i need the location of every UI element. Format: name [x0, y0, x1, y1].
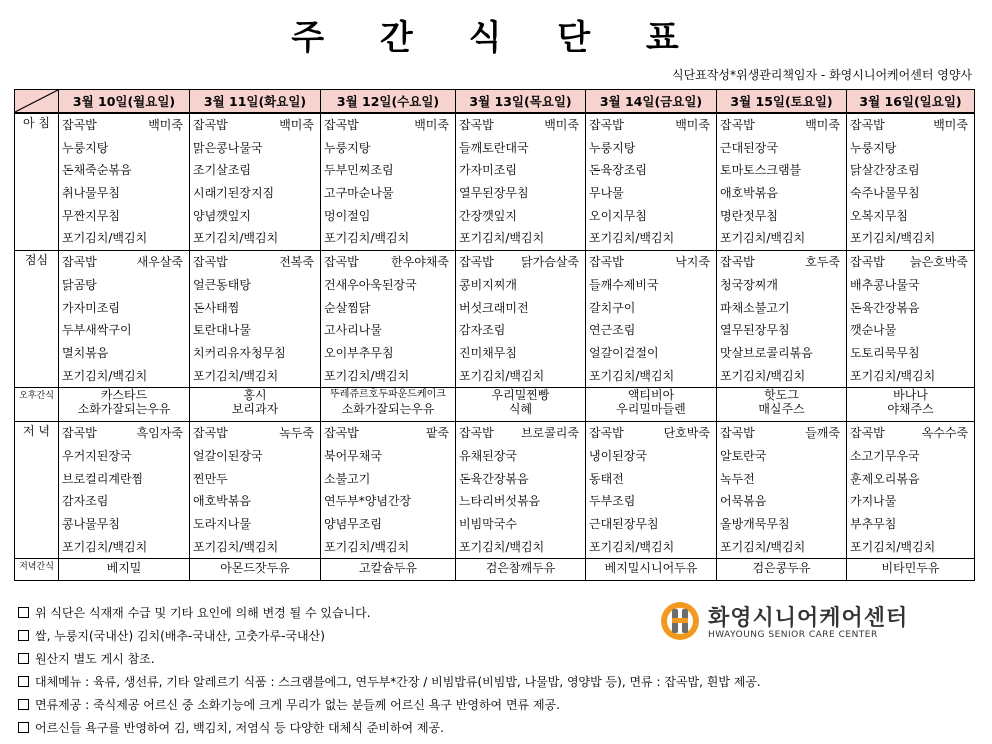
menu-item: 올방개묵무침 — [720, 517, 790, 531]
menu-item — [456, 422, 585, 445]
menu-item: 감자조림 — [62, 494, 109, 509]
menu-item: 돈사태찜 — [193, 300, 240, 315]
menu-item — [586, 251, 716, 274]
afternoon-snack-cell — [59, 388, 190, 422]
evening-snack-cell: 고칼슘두유 — [321, 559, 456, 581]
menu-item: 근대된장무침 — [589, 517, 659, 531]
afternoon-snack-cell — [717, 388, 847, 422]
menu-item — [456, 251, 585, 274]
checkbox-square-icon — [18, 676, 29, 687]
porridge-item: 녹두죽 — [279, 426, 314, 441]
menu-item: 어묵볶음 — [720, 494, 767, 509]
menu-item — [847, 251, 974, 274]
lunch-cell — [321, 251, 456, 388]
menu-item: 소고기무우국 — [850, 448, 920, 463]
menu-item: 청국장찌개 — [720, 277, 778, 292]
header-corner — [15, 90, 59, 114]
afternoon-snack-cell — [190, 388, 321, 422]
rice-item: 잡곡밥 — [589, 118, 624, 132]
day-header: 3월 13일(목요일) — [456, 90, 586, 114]
snack-item: 바나나 — [893, 388, 928, 403]
menu-item: 포기김치/백김치 — [850, 539, 936, 554]
porridge-item: 낙지죽 — [675, 255, 710, 270]
porridge-item: 팥죽 — [425, 426, 449, 441]
dinner-cell — [847, 422, 975, 559]
menu-item: 우거지된장국 — [62, 448, 132, 463]
menu-item — [717, 114, 846, 137]
dinner-cell — [321, 422, 456, 559]
menu-item: 버섯크래미전 — [459, 300, 529, 315]
menu-item: 포기김치/백김치 — [459, 231, 545, 246]
menu-item: 얼갈이겉절이 — [589, 345, 659, 360]
evening-snack-cell: 베지밀시니어두유 — [586, 559, 717, 581]
menu-item: 오복지무침 — [850, 208, 908, 223]
rice-item: 잡곡밥 — [193, 255, 228, 270]
evening-snack-row — [15, 559, 975, 581]
menu-item: 포기김치/백김치 — [324, 368, 410, 383]
menu-item — [456, 114, 585, 137]
menu-item: 닭곰탕 — [62, 277, 97, 292]
rice-item: 잡곡밥 — [850, 255, 885, 270]
lunch-row — [15, 251, 975, 388]
snack-item: 소화가잘되는우유 — [77, 402, 171, 417]
menu-item: 비빔막국수 — [459, 517, 517, 531]
evening-snack-cell: 베지밀 — [59, 559, 190, 581]
menu-item: 갈치구이 — [589, 300, 636, 315]
evening-snack-cell: 아몬드잣두유 — [190, 559, 321, 581]
menu-item: 돈육간장볶음 — [850, 300, 920, 315]
menu-item — [847, 422, 974, 445]
menu-item: 들깨수제비국 — [589, 277, 659, 292]
menu-item: 누룽지탕 — [589, 140, 636, 155]
lunch-cell — [59, 251, 190, 388]
menu-item: 멍이절임 — [324, 208, 371, 223]
menu-item: 가자미조림 — [62, 300, 120, 315]
menu-item: 포기김치/백김치 — [193, 368, 279, 383]
menu-item: 포기김치/백김치 — [324, 231, 410, 246]
menu-item: 돈육장조림 — [589, 163, 647, 178]
note-item — [18, 625, 761, 648]
menu-item: 도토리묵무침 — [850, 345, 920, 360]
evening-snack-cell: 검은콩두유 — [717, 559, 847, 581]
menu-item: 애호박볶음 — [193, 494, 251, 509]
notes-list — [18, 602, 761, 740]
rice-item: 잡곡밥 — [589, 255, 624, 270]
page-subtitle: 식단표작성*위생관리책임자 - 화영시니어케어센터 영양사 — [672, 68, 972, 82]
menu-item: 양념깻잎지 — [193, 208, 251, 223]
dinner-row — [15, 422, 975, 559]
day-header: 3월 10일(월요일) — [59, 90, 190, 114]
menu-item: 애호박볶음 — [720, 186, 778, 201]
porridge-item: 새우살죽 — [136, 255, 183, 270]
menu-item — [190, 114, 320, 137]
menu-item: 고구마순나물 — [324, 186, 394, 201]
menu-item: 느타리버섯볶음 — [459, 494, 541, 509]
day-header: 3월 14일(금요일) — [586, 90, 717, 114]
menu-item — [586, 114, 716, 137]
breakfast-row — [15, 113, 975, 251]
menu-item: 콩비지찌개 — [459, 277, 517, 292]
porridge-item: 전복죽 — [279, 255, 314, 270]
menu-item: 근대된장국 — [720, 140, 778, 155]
weekly-menu-table — [14, 89, 975, 581]
menu-item: 포기김치/백김치 — [459, 539, 545, 554]
dinner-cell — [59, 422, 190, 559]
breakfast-cell — [717, 113, 847, 251]
note-item — [18, 694, 761, 717]
menu-item: 배추콩나물국 — [850, 277, 920, 292]
menu-item: 토마토스크램블 — [720, 163, 802, 178]
menu-item — [321, 422, 455, 445]
porridge-item: 단호박죽 — [663, 426, 710, 441]
snack-item: 소화가잘되는우유 — [341, 402, 435, 417]
note-text: 위 식단은 식재재 수급 및 기타 요인에 의해 변경 될 수 있습니다. — [35, 606, 371, 620]
menu-item: 명란젓무침 — [720, 208, 778, 223]
menu-item: 동태전 — [589, 471, 624, 486]
menu-item: 북어무채국 — [324, 448, 382, 463]
menu-item: 포기김치/백김치 — [850, 368, 936, 383]
rice-item: 잡곡밥 — [459, 118, 494, 132]
menu-item: 시래기된장지짐 — [193, 186, 275, 201]
logo-english-name: HWAYOUNG SENIOR CARE CENTER — [708, 630, 878, 640]
menu-item: 도라지나물 — [193, 517, 251, 531]
porridge-item: 백미죽 — [148, 118, 183, 132]
snack-item: 뚜레쥬르호두파운드케이크 — [330, 389, 446, 401]
rice-item: 잡곡밥 — [193, 118, 228, 132]
logo-name: 화영시니어케어센터 — [708, 606, 909, 631]
afternoon-snack-cell — [847, 388, 975, 422]
menu-item — [190, 422, 320, 445]
porridge-item: 호두죽 — [805, 255, 840, 270]
porridge-item: 백미죽 — [933, 118, 968, 132]
checkbox-square-icon — [18, 722, 29, 733]
lunch-cell — [717, 251, 847, 388]
note-item — [18, 671, 761, 694]
menu-item: 찐만두 — [193, 471, 228, 486]
menu-item — [717, 422, 846, 445]
checkbox-square-icon — [18, 653, 29, 664]
menu-item: 두부조림 — [589, 494, 636, 509]
porridge-item: 백미죽 — [675, 118, 710, 132]
menu-item: 누룽지탕 — [324, 140, 371, 155]
rice-item: 잡곡밥 — [62, 118, 97, 132]
afternoon-snack-cell — [456, 388, 586, 422]
note-item — [18, 648, 761, 671]
menu-item: 포기김치/백김치 — [62, 539, 148, 554]
lunch-cell — [456, 251, 586, 388]
menu-item — [321, 114, 455, 137]
dinner-cell — [190, 422, 321, 559]
checkbox-square-icon — [18, 699, 29, 710]
porridge-item: 늙은호박죽 — [910, 255, 968, 270]
menu-item: 조기살조림 — [193, 163, 251, 178]
menu-item: 파채소불고기 — [720, 300, 790, 315]
porridge-item: 한우야채죽 — [391, 255, 449, 270]
menu-item: 콩나물무침 — [62, 517, 120, 531]
menu-item: 포기김치/백김치 — [720, 368, 806, 383]
menu-item: 오이지무침 — [589, 208, 647, 223]
rice-item: 잡곡밥 — [720, 426, 755, 441]
snack-item: 카스타드 — [100, 388, 148, 403]
menu-item: 포기김치/백김치 — [720, 539, 806, 554]
rice-item: 잡곡밥 — [62, 255, 97, 270]
porridge-item: 흑임자죽 — [136, 426, 183, 441]
menu-item — [59, 422, 189, 445]
snack-item: 보리과자 — [231, 402, 279, 417]
menu-item: 얼큰동태탕 — [193, 277, 251, 292]
rice-item: 잡곡밥 — [850, 426, 885, 441]
menu-item: 누룽지탕 — [850, 140, 897, 155]
porridge-item: 백미죽 — [805, 118, 840, 132]
checkbox-square-icon — [18, 607, 29, 618]
menu-item: 알토란국 — [720, 448, 767, 463]
meal-label-lunch: 점심 — [15, 251, 59, 388]
breakfast-cell — [586, 113, 717, 251]
menu-item: 열무된장무침 — [720, 323, 790, 338]
menu-item: 두부민찌조림 — [324, 163, 394, 178]
menu-item: 건새우아욱된장국 — [324, 277, 417, 292]
breakfast-cell — [847, 113, 975, 251]
menu-item: 훈제오리볶음 — [850, 471, 920, 486]
menu-item: 맑은콩나물국 — [193, 140, 263, 155]
breakfast-cell — [190, 113, 321, 251]
afternoon-snack-row — [15, 388, 975, 422]
menu-item: 가지나물 — [850, 494, 897, 509]
menu-item: 포기김치/백김치 — [459, 368, 545, 383]
menu-item: 얼갈이된장국 — [193, 448, 263, 463]
menu-item — [321, 251, 455, 274]
menu-item: 들깨토란대국 — [459, 140, 529, 155]
evening-snack-cell: 검은참깨두유 — [456, 559, 586, 581]
menu-item: 부추무침 — [850, 517, 897, 531]
snack-item: 액티비아 — [627, 388, 675, 403]
porridge-item: 들깨죽 — [805, 426, 840, 441]
snack-item: 우리밀찐빵 — [491, 388, 550, 403]
menu-item: 고사리나물 — [324, 323, 382, 338]
snack-item: 홍시 — [243, 388, 267, 403]
menu-item: 포기김치/백김치 — [589, 231, 675, 246]
lunch-cell — [586, 251, 717, 388]
porridge-item: 옥수수죽 — [921, 426, 968, 441]
breakfast-cell — [456, 113, 586, 251]
note-item — [18, 717, 761, 740]
menu-item: 포기김치/백김치 — [720, 231, 806, 246]
menu-item: 연두부*양념간장 — [324, 494, 412, 509]
rice-item: 잡곡밥 — [324, 426, 359, 441]
menu-item: 포기김치/백김치 — [193, 539, 279, 554]
lunch-cell — [847, 251, 975, 388]
page-title: 주 간 식 단 표 — [291, 18, 701, 58]
rice-item: 잡곡밥 — [720, 255, 755, 270]
menu-item: 누룽지탕 — [62, 140, 109, 155]
day-header: 3월 11일(화요일) — [190, 90, 321, 114]
snack-item: 우리밀마들렌 — [616, 402, 686, 417]
rice-item: 잡곡밥 — [459, 255, 494, 270]
menu-item — [59, 251, 189, 274]
rice-item: 잡곡밥 — [589, 426, 624, 441]
rice-item: 잡곡밥 — [459, 426, 494, 441]
day-header: 3월 15일(토요일) — [717, 90, 847, 114]
menu-item: 무나물 — [589, 186, 624, 201]
menu-item — [586, 422, 716, 445]
menu-item: 감자조림 — [459, 323, 506, 338]
lunch-cell — [190, 251, 321, 388]
dinner-cell — [717, 422, 847, 559]
afternoon-snack-cell — [321, 388, 456, 422]
menu-item: 포기김치/백김치 — [62, 231, 148, 246]
menu-item — [847, 114, 974, 137]
day-header: 3월 12일(수요일) — [321, 90, 456, 114]
menu-item: 두부새싹구이 — [62, 323, 132, 338]
afternoon-snack-cell — [586, 388, 717, 422]
rice-item: 잡곡밥 — [193, 426, 228, 441]
menu-item: 닭살간장조림 — [850, 163, 920, 178]
menu-item: 포기김치/백김치 — [193, 231, 279, 246]
note-text: 원산지 별도 게시 참조. — [35, 652, 155, 666]
menu-item: 포기김치/백김치 — [324, 539, 410, 554]
menu-item: 오이부추무침 — [324, 345, 394, 360]
day-header: 3월 16일(일요일) — [847, 90, 975, 114]
menu-item: 깻순나물 — [850, 323, 897, 338]
dinner-cell — [586, 422, 717, 559]
menu-item: 포기김치/백김치 — [850, 231, 936, 246]
menu-item: 간장깻잎지 — [459, 208, 517, 223]
porridge-item: 백미죽 — [544, 118, 579, 132]
rice-item: 잡곡밥 — [62, 426, 97, 441]
menu-item: 진미채무침 — [459, 345, 517, 360]
menu-item: 양념무조림 — [324, 517, 382, 531]
rice-item: 잡곡밥 — [324, 255, 359, 270]
meal-label-evening-snack: 저녁간식 — [15, 559, 59, 581]
menu-item: 녹두전 — [720, 471, 755, 486]
note-text: 어르신들 욕구를 반영하여 김, 백김치, 저염식 등 다양한 대체식 준비하여 제공. — [35, 721, 444, 735]
menu-item: 멸치볶음 — [62, 345, 109, 360]
menu-item: 연근조림 — [589, 323, 636, 338]
dinner-cell — [456, 422, 586, 559]
menu-item — [59, 114, 189, 137]
menu-item: 브로컬리계란찜 — [62, 471, 144, 486]
menu-item: 취나물무침 — [62, 186, 120, 201]
menu-item — [190, 251, 320, 274]
menu-item: 유채된장국 — [459, 448, 517, 463]
menu-item: 무짠지무침 — [62, 208, 120, 223]
meal-label-breakfast: 아 침 — [15, 113, 59, 251]
menu-item: 토란대나물 — [193, 323, 251, 338]
checkbox-square-icon — [18, 630, 29, 641]
menu-item: 포기김치/백김치 — [589, 539, 675, 554]
rice-item: 잡곡밥 — [324, 118, 359, 132]
menu-item: 맛살브로콜리볶음 — [720, 345, 813, 360]
meal-label-dinner: 저 녁 — [15, 422, 59, 559]
menu-item: 숙주나물무침 — [850, 186, 920, 201]
rice-item: 잡곡밥 — [850, 118, 885, 132]
menu-item: 냉이된장국 — [589, 448, 647, 463]
menu-item: 가자미조림 — [459, 163, 517, 178]
menu-item: 돈채죽순볶음 — [62, 163, 132, 178]
snack-item: 야채주스 — [887, 402, 934, 417]
breakfast-cell — [321, 113, 456, 251]
porridge-item: 백미죽 — [414, 118, 449, 132]
snack-item: 핫도그 — [764, 388, 799, 403]
note-text: 면류제공 : 죽식제공 어르신 중 소화기능에 크게 무리가 없는 분들께 어르신 욕구 반영하여 면류 제공. — [35, 698, 560, 712]
menu-item: 포기김치/백김치 — [62, 368, 148, 383]
menu-item: 소불고기 — [324, 471, 371, 486]
note-text: 쌀, 누룽지(국내산) 김치(배추-국내산, 고춧가루-국내산) — [35, 629, 325, 643]
porridge-item: 브로콜리죽 — [521, 426, 579, 441]
rice-item: 잡곡밥 — [720, 118, 755, 132]
menu-item: 치커리유자청무침 — [193, 345, 286, 360]
snack-item: 식혜 — [508, 402, 533, 417]
menu-item: 포기김치/백김치 — [589, 368, 675, 383]
porridge-item: 닭가슴살죽 — [521, 255, 579, 270]
snack-item: 매실주스 — [758, 402, 805, 417]
note-text: 대체메뉴 : 육류, 생선류, 기타 알레르기 식품 : 스크램블에그, 연두부*간장 / 비빔밥류(비빔밥, 나물밥, 영양밥 등), 면류 : 잡곡밥, 흰밥 제공. — [35, 675, 761, 689]
evening-snack-cell: 비타민두유 — [847, 559, 975, 581]
breakfast-cell — [59, 113, 190, 251]
meal-label-afternoon-snack: 오후간식 — [15, 388, 59, 422]
menu-item: 열무된장무침 — [459, 186, 529, 201]
note-item — [18, 602, 761, 625]
menu-item: 순살찜닭 — [324, 300, 371, 315]
porridge-item: 백미죽 — [279, 118, 314, 132]
menu-item: 돈육간장볶음 — [459, 471, 529, 486]
menu-item — [717, 251, 846, 274]
